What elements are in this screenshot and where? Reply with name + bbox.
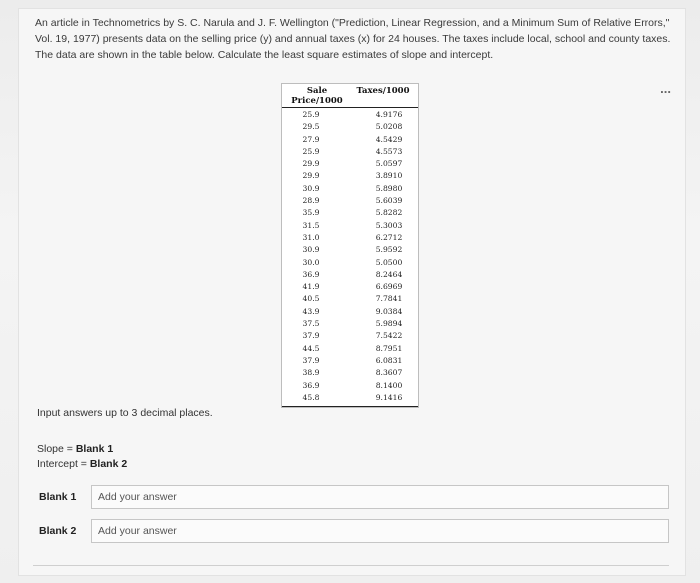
- sale-price-cell: 40.5: [302, 294, 320, 304]
- table-row: [282, 121, 418, 133]
- slope-line: [37, 442, 127, 457]
- table-row: [282, 318, 418, 330]
- slope-prefix: Slope =: [37, 443, 76, 455]
- sale-price-cell: 37.9: [302, 331, 320, 341]
- question-text: An article in Technometrics by S. C. Narula and J. F. Wellington ("Prediction, Linear Regression, and a Minimum Sum of Relative Errors," Vol. 19, 1977) presents data on the selling price (y) and annual taxes (x) for 24 houses. The taxes include local, school and county taxes. The data are shown in the table below. Calculate the least square estimates of slope and intercept.: [35, 17, 671, 61]
- answer-row-blank-2: [33, 519, 669, 543]
- table-row: [282, 232, 418, 244]
- sale-price-cell: 37.9: [302, 355, 320, 365]
- sale-price-cell: 37.5: [302, 319, 320, 329]
- taxes-cell: 6.2712: [375, 232, 403, 242]
- table-row: [282, 195, 418, 207]
- taxes-cell: 3.8910: [375, 171, 403, 181]
- taxes-cell: 5.0208: [375, 122, 403, 132]
- taxes-cell: 9.1416: [375, 392, 403, 402]
- taxes-cell: 7.5422: [375, 331, 403, 341]
- instructions-text: Input answers up to 3 decimal places.: [37, 407, 213, 419]
- table-row: [282, 183, 418, 195]
- taxes-cell: 5.0500: [375, 257, 403, 267]
- table-row: [282, 220, 418, 232]
- table-row: [282, 244, 418, 256]
- sale-price-cell: 30.9: [302, 183, 320, 193]
- more-options-icon[interactable]: ...: [660, 81, 671, 96]
- slope-blank-label: Blank 1: [75, 443, 114, 455]
- table-bottom-rule: [282, 406, 418, 407]
- taxes-cell: 5.9592: [375, 245, 403, 255]
- sale-price-cell: 36.9: [302, 380, 320, 390]
- sale-price-cell: 28.9: [302, 196, 320, 206]
- taxes-cell: 9.0384: [375, 306, 403, 316]
- sale-price-cell: 25.9: [302, 146, 320, 156]
- table-row: [282, 380, 418, 392]
- table-row: [282, 293, 418, 305]
- taxes-cell: 8.7951: [375, 343, 403, 353]
- taxes-cell: 5.3003: [375, 220, 403, 230]
- taxes-cell: 8.1400: [375, 380, 403, 390]
- sale-price-cell: 31.5: [302, 220, 320, 230]
- sale-price-cell: 29.9: [302, 159, 320, 169]
- sale-price-cell: 38.9: [302, 368, 320, 378]
- answer-row-blank-1: [33, 485, 669, 509]
- table-row: [282, 355, 418, 367]
- taxes-cell: 6.6969: [375, 282, 403, 292]
- blanks-summary: [37, 442, 127, 472]
- sale-price-cell: 31.0: [302, 232, 320, 242]
- table-row: [282, 207, 418, 219]
- intercept-prefix: Intercept =: [37, 458, 90, 470]
- table-row: [282, 158, 418, 170]
- table-row: [282, 257, 418, 269]
- taxes-cell: 5.0597: [375, 159, 403, 169]
- answer-label-blank-2: Blank 2: [39, 525, 77, 537]
- answer-input-blank-1[interactable]: [91, 485, 669, 509]
- intercept-line: [37, 457, 127, 472]
- table-row: [282, 134, 418, 146]
- column-header-sale-price: Sale Price/1000: [291, 86, 343, 106]
- table-row: [282, 306, 418, 318]
- taxes-cell: 4.5429: [375, 134, 403, 144]
- table-row: [282, 392, 418, 404]
- table-row: [282, 367, 418, 379]
- taxes-cell: 8.2464: [375, 269, 403, 279]
- table-row: [282, 109, 418, 121]
- divider: [33, 565, 669, 566]
- question-card: [18, 8, 686, 576]
- sale-price-cell: 29.5: [302, 122, 320, 132]
- taxes-cell: 5.6039: [375, 196, 403, 206]
- taxes-cell: 4.9176: [375, 110, 403, 119]
- sale-price-cell: 25.9: [302, 110, 320, 119]
- sale-price-cell: 30.0: [302, 257, 320, 267]
- sale-price-cell: 29.9: [302, 171, 320, 181]
- sale-price-cell: 41.9: [302, 282, 320, 292]
- taxes-cell: 5.8282: [375, 208, 403, 218]
- table-row: [282, 343, 418, 355]
- sale-price-cell: 35.9: [302, 208, 320, 218]
- sale-price-cell: 44.5: [302, 343, 320, 353]
- table-row: [282, 146, 418, 158]
- intercept-blank-label: Blank 2: [89, 458, 128, 470]
- data-table: [281, 83, 419, 408]
- table-header: [282, 84, 418, 108]
- taxes-cell: 8.3607: [375, 368, 403, 378]
- taxes-cell: 4.5573: [375, 146, 403, 156]
- taxes-cell: 5.8980: [375, 183, 403, 193]
- answer-label-blank-1: Blank 1: [39, 491, 77, 503]
- taxes-cell: 6.0831: [375, 355, 403, 365]
- sale-price-cell: 36.9: [302, 269, 320, 279]
- table-row: [282, 281, 418, 293]
- taxes-cell: 5.9894: [375, 319, 403, 329]
- sale-price-cell: 30.9: [302, 245, 320, 255]
- table-row: [282, 170, 418, 182]
- sale-price-cell: 45.8: [302, 392, 320, 402]
- column-header-taxes: Taxes/1000: [356, 86, 410, 96]
- table-body: [282, 108, 418, 406]
- sale-price-cell: 27.9: [302, 134, 320, 144]
- answer-input-blank-2[interactable]: [91, 519, 669, 543]
- taxes-cell: 7.7841: [375, 294, 403, 304]
- table-row: [282, 269, 418, 281]
- sale-price-cell: 43.9: [302, 306, 320, 316]
- table-row: [282, 330, 418, 342]
